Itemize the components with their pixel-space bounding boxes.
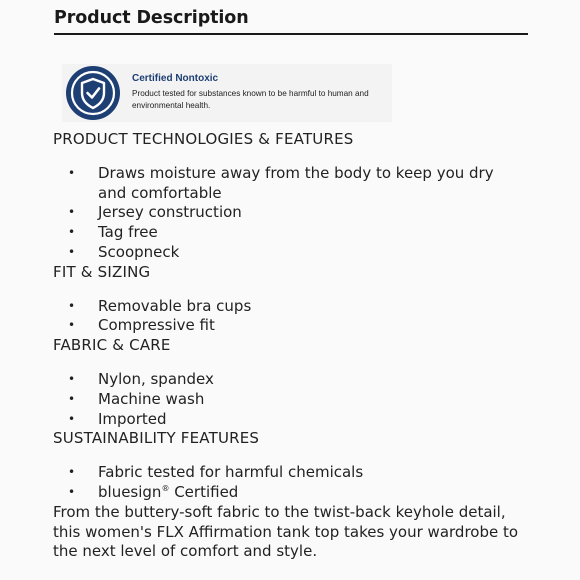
bullet-icon: • xyxy=(68,318,76,333)
badge-description: Product tested for substances known to be harmful to human and environmental health. xyxy=(132,89,369,110)
section-heading: PRODUCT TECHNOLOGIES & FEATURES xyxy=(53,130,354,148)
section-heading: FIT & SIZING xyxy=(53,262,151,281)
feature-list xyxy=(53,463,523,503)
list-item: • Removable bra cups xyxy=(68,296,252,315)
bullet-icon: • xyxy=(68,244,76,259)
section-heading: SUSTAINABILITY FEATURES xyxy=(53,429,260,448)
list-item: • Compressive fit xyxy=(68,316,215,335)
shield-check-icon xyxy=(64,64,122,122)
bullet-icon: • xyxy=(68,465,76,480)
product-details xyxy=(53,130,523,562)
feature-list xyxy=(53,297,523,337)
bluesign-suffix: Certified xyxy=(169,482,239,501)
list-item: • Fabric tested for harmful chemicals xyxy=(68,463,364,482)
bullet-icon: • xyxy=(68,165,76,180)
certified-nontoxic-badge xyxy=(62,64,392,122)
bluesign-brand: bluesign xyxy=(98,482,162,501)
section-heading: FABRIC & CARE xyxy=(53,336,171,355)
bullet-icon: • xyxy=(68,411,76,426)
page-title: Product Description xyxy=(54,8,249,28)
feature-list xyxy=(53,370,523,429)
bullet-icon: • xyxy=(68,391,76,406)
registered-mark: ® xyxy=(161,483,170,493)
bullet-icon: • xyxy=(68,298,76,313)
list-item: • Machine wash xyxy=(68,389,205,408)
section-fit-sizing xyxy=(53,263,523,336)
list-item: • Nylon, spandex xyxy=(68,369,214,388)
list-item: • Tag free xyxy=(68,223,158,242)
bullet-icon: • xyxy=(68,225,76,240)
list-item: • Draws moisture away from the body to keep you dry and comfortable xyxy=(68,163,494,202)
section-fabric-care xyxy=(53,336,523,429)
list-item xyxy=(53,483,523,503)
list-item: • Jersey construction xyxy=(68,203,242,222)
badge-heading: Certified Nontoxic xyxy=(132,73,219,84)
section-sustainability xyxy=(53,429,523,502)
bullet-icon: • xyxy=(68,371,76,386)
product-summary: From the buttery-soft fabric to the twist-back keyhole detail, this women's FLX Affirmation tank top takes your wardrobe to the next level of comfort and style. xyxy=(53,502,519,561)
title-divider xyxy=(54,33,528,35)
bullet-icon: • xyxy=(68,484,76,499)
list-item: • Scoopneck xyxy=(68,242,180,261)
list-item: • Imported xyxy=(68,409,167,428)
bullet-icon: • xyxy=(68,205,76,220)
feature-list xyxy=(53,164,523,263)
section-technologies xyxy=(53,130,523,263)
